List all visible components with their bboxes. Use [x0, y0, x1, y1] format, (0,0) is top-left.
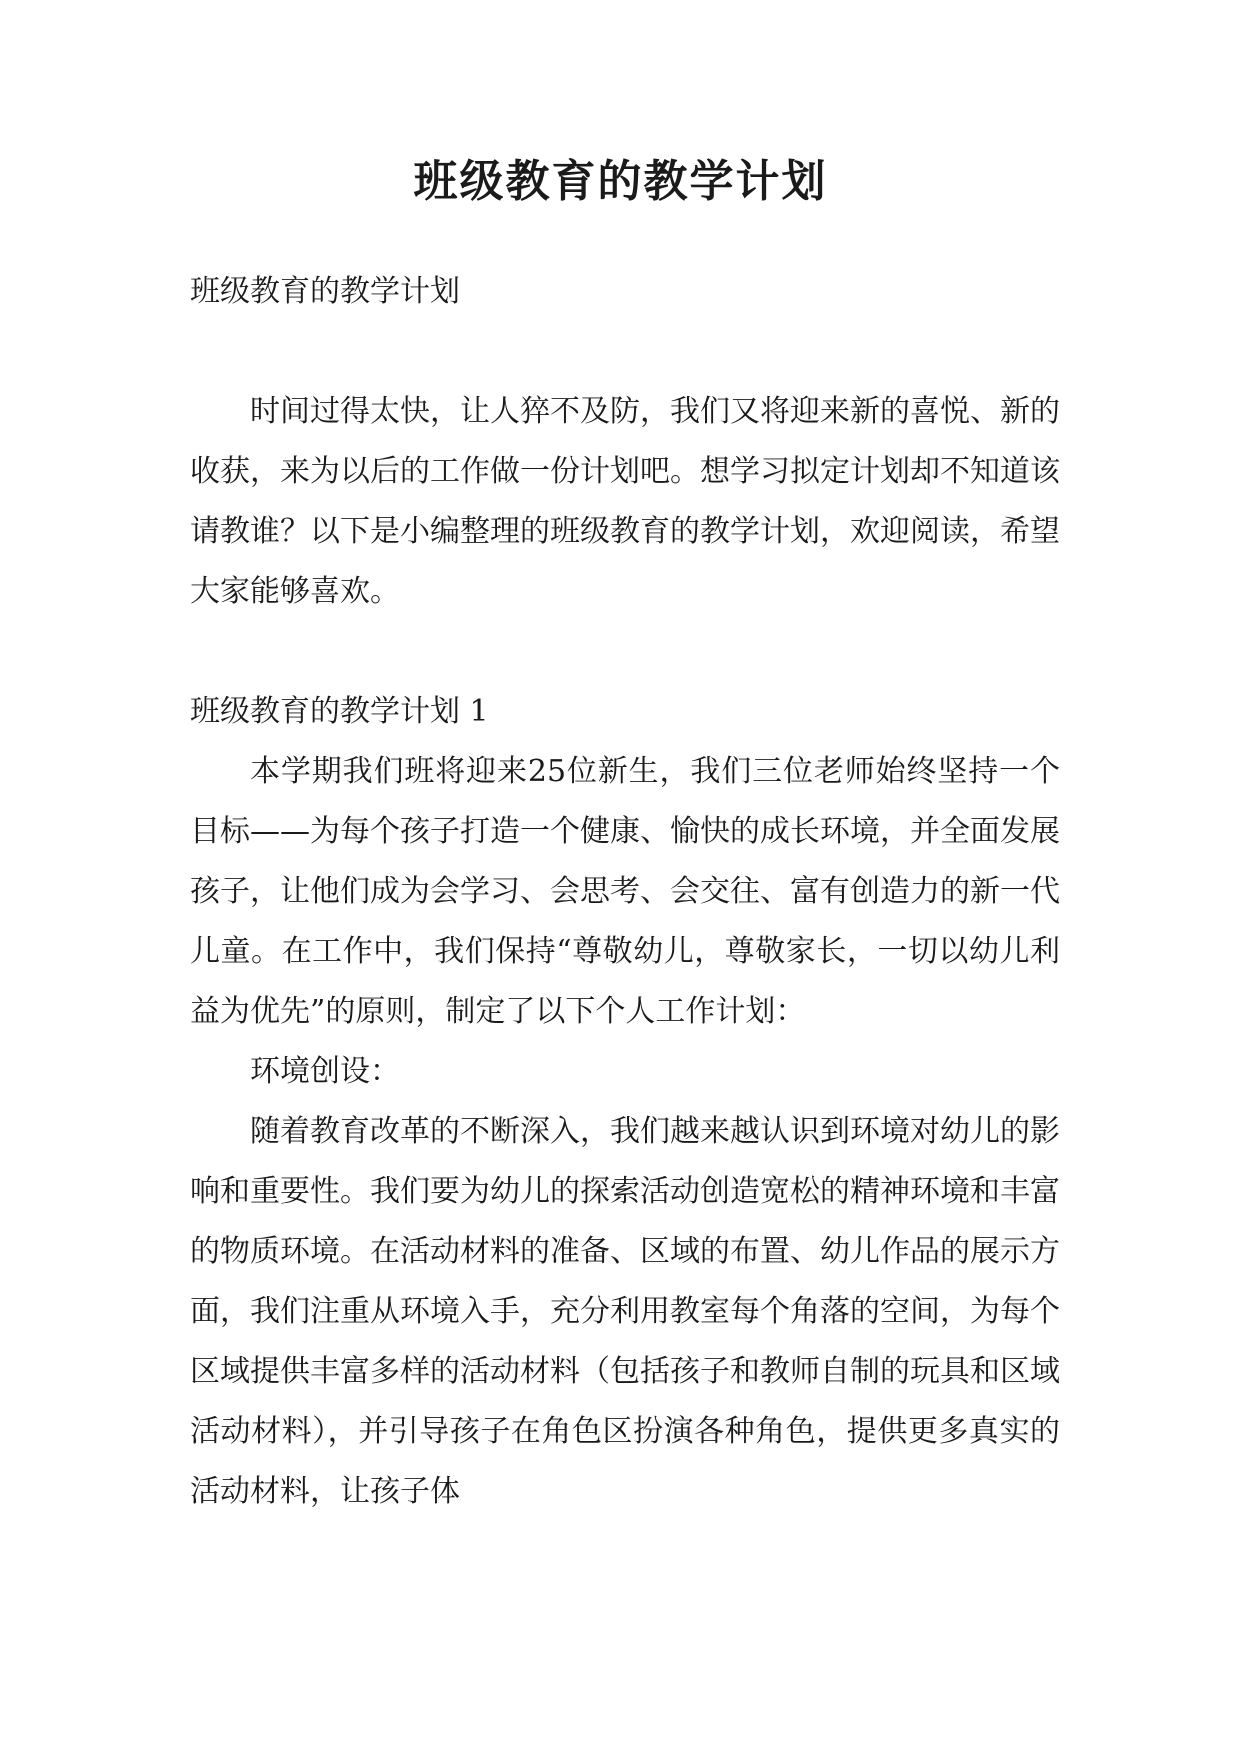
- sub-heading: 环境创设：: [250, 1054, 400, 1089]
- intro-paragraph: 时间过得太快，让人猝不及防，我们又将迎来新的喜悦、新的收获，来为以后的工作做一份计划吧。想学习拟定计划却不知道该请教谁？以下是小编整理的班级教育的教学计划，欢迎阅读，希望大家能够喜欢。: [190, 394, 1060, 609]
- document-body: [190, 262, 1060, 1522]
- body-paragraph: 本学期我们班将迎来25位新生，我们三位老师始终坚持一个目标——为每个孩子打造一个健康、愉快的成长环境，并全面发展孩子，让他们成为会学习、会思考、会交往、富有创造力的新一代儿童。在工作中，我们保持“尊敬幼儿，尊敬家长，一切以幼儿利益为优先”的原则，制定了以下个人工作计划：: [190, 754, 1060, 1029]
- document-subtitle: 班级教育的教学计划: [190, 274, 460, 309]
- body-paragraph: 随着教育改革的不断深入，我们越来越认识到环境对幼儿的影响和重要性。我们要为幼儿的探索活动创造宽松的精神环境和丰富的物质环境。在活动材料的准备、区域的布置、幼儿作品的展示方面，我们注重从环境入手，充分利用教室每个角落的空间，为每个区域提供丰富多样的活动材料（包括孩子和教师自制的玩具和区域活动材料），并引导孩子在角色区扮演各种角色，提供更多真实的活动材料，让孩子体: [190, 1114, 1060, 1509]
- document-title: 班级教育的教学计划: [413, 156, 828, 207]
- section-heading: 班级教育的教学计划 1: [190, 694, 489, 729]
